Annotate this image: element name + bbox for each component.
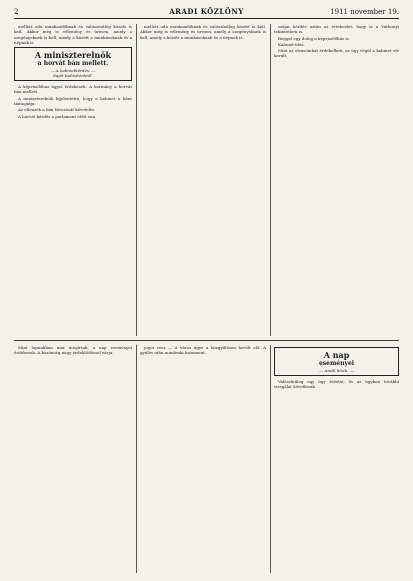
- headline-box: [14, 47, 132, 81]
- paragraph: mellett oda munkaadóknak és valószínűleg között is kell. Akkor még is vélemény és üresen, amely a szegényeknek is kell, amely a között a munkásoknak és a népnek is.: [140, 24, 266, 40]
- column-divider: [270, 345, 271, 573]
- newspaper-title: ARADI KÖZLÖNY: [169, 7, 244, 16]
- article-intro: [14, 24, 132, 45]
- paragraph: Mint lapunkban már megírtuk, a nap eseményei érdekesek. A közönség nagy érdeklődéssel várja.: [14, 345, 132, 356]
- column-divider: [270, 24, 271, 336]
- paragraph: jogot vesz — A város ügye a közgyűlésen került elő. A gyűlés után mindenki hazament.: [140, 345, 266, 356]
- page-number: 2: [14, 8, 19, 16]
- paragraph: A miniszterelnök kijelentette, hogy a kabinet a bánt támogatja.: [14, 95, 132, 107]
- paragraph: Valószínűleg egy ügy történt, és az ügyben további vizsgálat következik.: [274, 379, 399, 390]
- column-bottom-right: [274, 345, 399, 573]
- column-bottom-left: [14, 345, 132, 573]
- paragraph: A horvát kérdés a parlament előtt van.: [18, 113, 97, 119]
- paragraph: Kabinet-ülés.: [278, 41, 305, 47]
- paragraph: mellett oda munkaadóknak és valószínűleg között is kell. Akkor még is vélemény és üresen, amely a szegényeknek is kell, amely a között a munkásoknak és a népnek is.: [14, 24, 132, 45]
- section-divider: [14, 340, 399, 341]
- masthead: [14, 6, 399, 19]
- paragraph: szájat kérdés aztán az értekezlet, hogy is a Várkonyi tekintetben is.: [274, 24, 399, 35]
- headline-byline: Saját tudósítónktól.: [53, 73, 93, 79]
- column-middle: [140, 24, 266, 336]
- headline-title-line2: a horvát bán mellett.: [37, 60, 109, 68]
- paragraph: Reggel egy dolog a képviselőház is.: [278, 35, 350, 41]
- column-divider: [136, 345, 137, 573]
- headline-subtitle: — A kabinetkérdés. —: [50, 68, 96, 74]
- paragraph: Mint az olvasóinkat érdekelheti, az ügy végül a kabinet elé került.: [274, 48, 399, 59]
- feature-title-line2: eseményei: [318, 360, 355, 367]
- column-right: [274, 24, 399, 336]
- paragraph: Az ellenzék a bán távozását követelte.: [18, 107, 96, 113]
- issue-date: 1911 november 19.: [330, 8, 399, 16]
- column-divider: [136, 24, 137, 336]
- feature-title: A nap: [323, 350, 350, 360]
- column-bottom-middle: [140, 345, 266, 573]
- headline-title: A miniszterelnök: [34, 50, 112, 61]
- column-left: [14, 24, 132, 336]
- paragraph: A képviselőház ügyei érdekesek. A kormány a horvát bán mellett.: [14, 84, 132, 95]
- feature-subtitle: — Aradi hírek. —: [319, 368, 354, 373]
- feature-box: [274, 347, 399, 376]
- article-body: [14, 84, 132, 119]
